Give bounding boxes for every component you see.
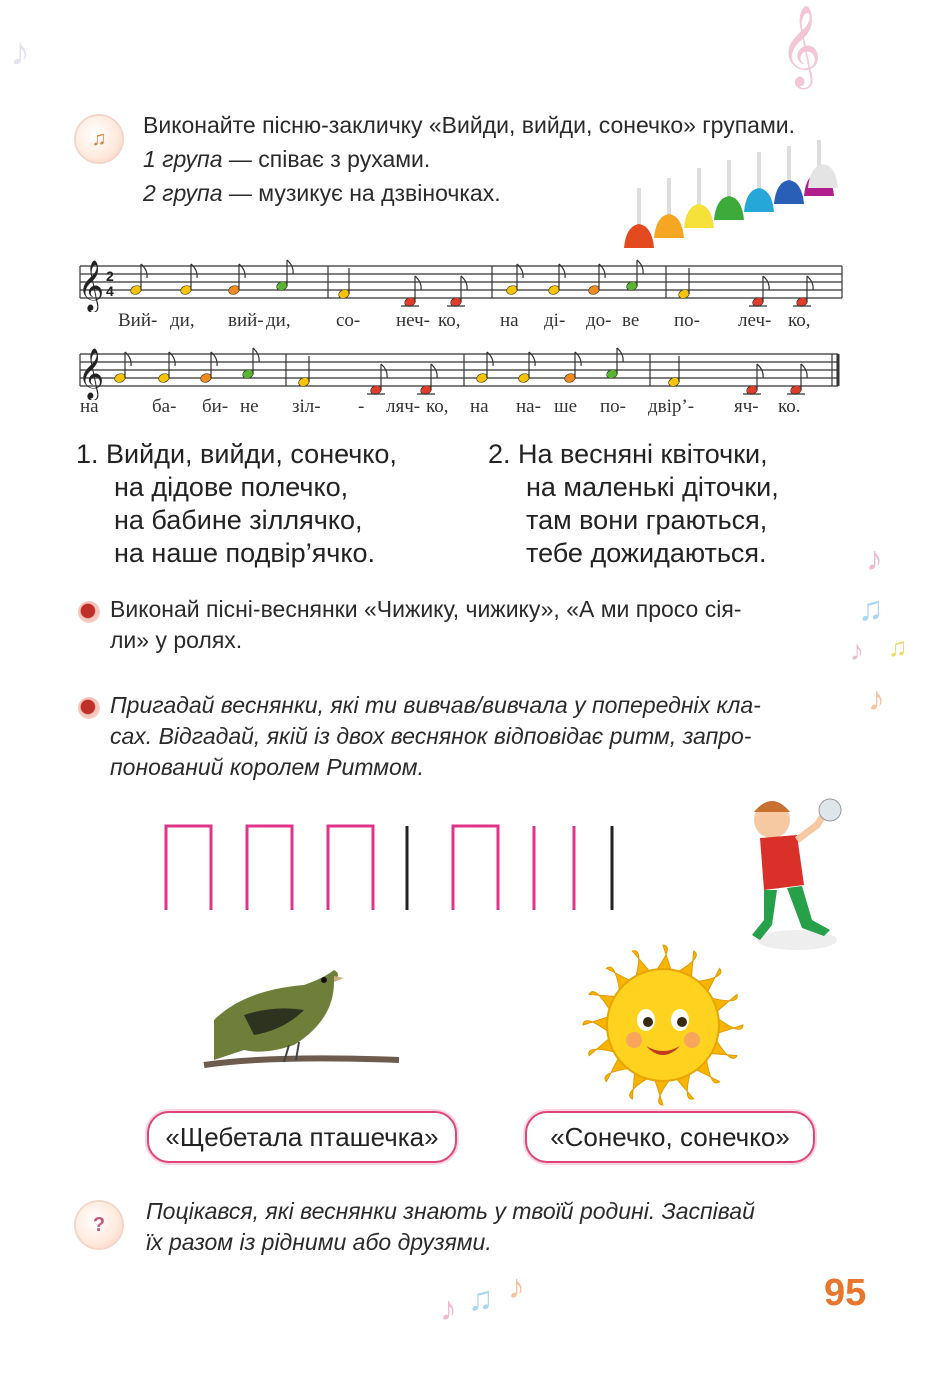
lyric-syllable: на — [500, 310, 519, 331]
music-note-decoration-icon: ♪ — [850, 635, 864, 666]
eighth-note — [505, 264, 523, 296]
group2-label: 2 група — [143, 180, 223, 206]
red-dot-icon — [78, 697, 100, 719]
lyric-syllable: ко, — [426, 396, 449, 417]
page-number: 95 — [824, 1272, 867, 1314]
eighth-note — [547, 264, 565, 296]
music-note-decoration-icon: ♫ — [468, 1280, 494, 1318]
sun-pupil — [677, 1017, 687, 1027]
eighth-note — [749, 276, 769, 308]
lyric-syllable: со- — [336, 310, 361, 331]
task2-line3: понований королем Ритмом. — [110, 754, 424, 780]
quarter-note — [297, 356, 310, 388]
lyric-syllable: леч- — [738, 310, 772, 331]
sun-cheek — [626, 1032, 642, 1048]
lyrics-line1 — [118, 310, 828, 336]
lyric-syllable: двір’- — [648, 396, 695, 417]
quarter-note — [667, 356, 680, 388]
song-option-left[interactable] — [147, 1111, 457, 1163]
lyric-syllable: ляч- — [386, 396, 421, 417]
treble-clef-decoration-icon: 𝄞 — [780, 4, 822, 86]
eighth-note — [793, 276, 813, 308]
lyric-syllable: по- — [674, 310, 700, 331]
music-note-decoration-icon: ♫ — [858, 590, 884, 628]
king-rhythm-image — [742, 790, 842, 960]
eighth-note — [199, 352, 217, 384]
footer-line2: їх разом із рідними або друзями. — [146, 1229, 492, 1255]
group2-text: — музикує на дзвіночках. — [222, 180, 501, 206]
treble-clef-icon: 𝄞 — [78, 348, 105, 399]
eighth-note — [587, 264, 605, 296]
verse-line: на бабине зіллячко, — [114, 505, 363, 535]
lyric-syllable: зіл- — [292, 396, 321, 417]
eighth-note — [367, 364, 387, 396]
eighth-note — [227, 264, 245, 296]
verse-line: 1. Вийди, вийди, сонечко, — [76, 439, 397, 469]
eighth-note — [241, 348, 259, 380]
eighth-note — [447, 276, 467, 308]
eighth-note — [113, 352, 131, 384]
time-signature-bottom: 4 — [106, 283, 114, 299]
lyric-syllable: ко, — [788, 310, 811, 331]
intro-line1: Виконайте пісню-закличку «Вийди, вийди, сонечко» групами. — [143, 112, 796, 138]
lyric-syllable: по- — [600, 396, 626, 417]
music-note-decoration-icon: ♪ — [10, 30, 30, 74]
siskin-bird-image — [184, 960, 404, 1090]
lyric-syllable: ди, — [266, 310, 291, 331]
sun-pupil — [643, 1017, 653, 1027]
group1-text: — співає з рухами. — [222, 146, 431, 172]
quarter-note — [677, 268, 690, 300]
task2-text — [110, 690, 840, 783]
lyric-syllable: Вий- — [118, 310, 158, 331]
lyric-syllable: до- — [586, 310, 612, 331]
verse-line: на маленькі діточки, — [526, 472, 779, 502]
sun-cheek — [684, 1032, 700, 1048]
eighth-pair-rhythm — [328, 826, 373, 910]
task1-line2: ли» у ролях. — [110, 627, 243, 653]
task2-line2: сах. Відгадай, якій із двох веснянок відповідає ритм, запро- — [110, 723, 752, 749]
verse-line: тебе дожидаються. — [526, 538, 767, 568]
rhythm-pattern — [160, 820, 720, 920]
eighth-note — [787, 364, 807, 396]
treble-clef-icon: 𝄞 — [78, 260, 105, 311]
time-signature-top: 2 — [106, 268, 114, 284]
smiling-sun-image — [578, 940, 748, 1110]
intro-line2 — [143, 144, 430, 175]
lyric-syllable: не — [240, 396, 259, 417]
music-note-decoration-icon: ♪ — [868, 680, 885, 718]
eighth-note — [417, 364, 437, 396]
lyric-syllable: ді- — [544, 310, 566, 331]
verse-2 — [488, 438, 779, 570]
lyrics-line2 — [80, 396, 820, 422]
lyric-syllable: ве — [622, 310, 640, 331]
intro-line3 — [143, 178, 501, 209]
verse-line: 2. На весняні квіточки, — [488, 439, 768, 469]
lyric-syllable: ко. — [778, 396, 801, 417]
quarter-note — [337, 268, 350, 300]
lyric-syllable: неч- — [396, 310, 431, 331]
footer-text — [146, 1196, 846, 1258]
sun-face — [607, 969, 719, 1081]
lyric-syllable: ко, — [438, 310, 461, 331]
music-staff-line1 — [72, 252, 852, 312]
lyric-syllable: на — [80, 396, 99, 417]
music-note-decoration-icon: ♫ — [888, 632, 908, 662]
music-notes-icon: ♫ — [76, 116, 122, 162]
lyric-syllable: ди, — [170, 310, 195, 331]
eighth-note — [401, 276, 421, 308]
verse-1 — [76, 438, 397, 570]
red-dot-icon — [78, 601, 100, 623]
lyric-syllable: на — [470, 396, 489, 417]
owl-question-icon: ? — [76, 1202, 122, 1248]
eighth-note — [517, 352, 535, 384]
task1-line1: Виконай пісні-веснянки «Чижику, чижику», «А ми просо сія- — [110, 596, 742, 622]
eighth-note — [275, 260, 293, 292]
song-option-left-label: «Щебетала пташечка» — [165, 1121, 439, 1152]
eighth-note — [563, 352, 581, 384]
lyric-syllable: вий- — [228, 310, 264, 331]
verse-line: там вони граються, — [526, 505, 768, 535]
music-staff-line2 — [72, 340, 852, 400]
lyric-syllable: - — [358, 396, 365, 417]
eighth-note — [475, 352, 493, 384]
verse-line: на дідове полечко, — [114, 472, 349, 502]
music-note-decoration-icon: ♪ — [440, 1290, 457, 1328]
eighth-pair-rhythm — [247, 826, 292, 910]
music-note-decoration-icon: ♪ — [866, 540, 883, 578]
song-option-right-label: «Сонечко, сонечко» — [550, 1121, 790, 1152]
eighth-pair-rhythm — [453, 826, 498, 910]
task1-text — [110, 594, 840, 656]
eighth-note — [129, 264, 147, 296]
eighth-note — [157, 352, 175, 384]
lyric-syllable: ба- — [152, 396, 177, 417]
handbells-image — [616, 138, 846, 258]
song-option-right[interactable] — [525, 1111, 815, 1163]
verse-line: на наше подвір’ячко. — [114, 538, 376, 568]
eighth-note — [605, 348, 623, 380]
lyric-syllable: ше — [554, 396, 578, 417]
lyric-syllable: би- — [202, 396, 229, 417]
eighth-pair-rhythm — [166, 826, 211, 910]
task2-line1: Пригадай веснянки, які ти вивчав/вивчала у попередніх кла- — [110, 692, 761, 718]
lyric-syllable: на- — [516, 396, 541, 417]
footer-line1: Поцікався, які веснянки знають у твоїй родині. Заспівай — [146, 1198, 755, 1224]
lyric-syllable: яч- — [734, 396, 759, 417]
group1-label: 1 група — [143, 146, 223, 172]
eighth-note — [743, 364, 763, 396]
eighth-note — [179, 264, 197, 296]
music-note-decoration-icon: ♪ — [508, 1268, 525, 1306]
eighth-note — [625, 260, 643, 292]
